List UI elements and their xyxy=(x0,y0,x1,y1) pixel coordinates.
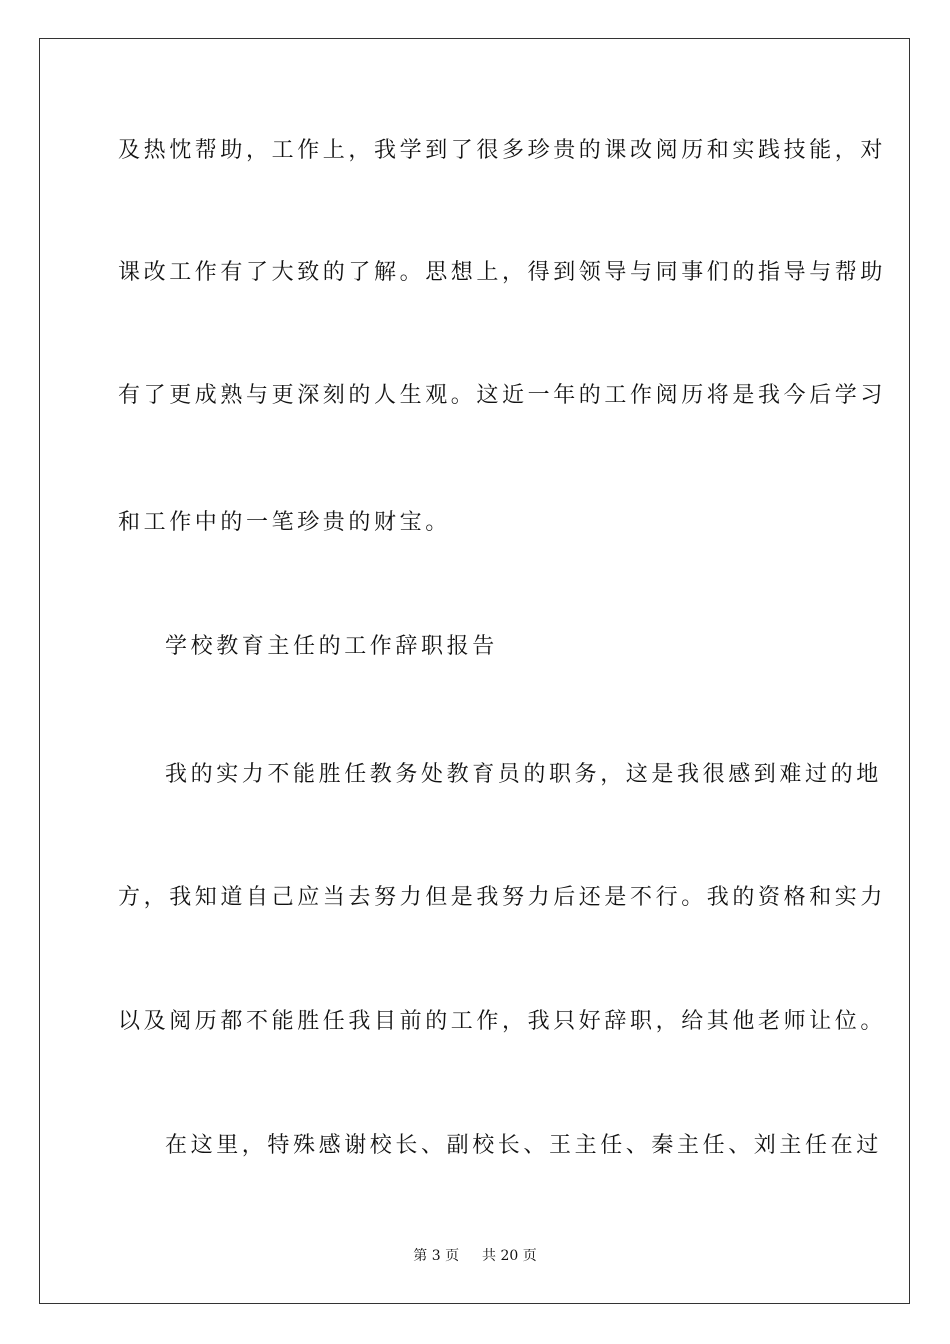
page-number: 第 3 页 xyxy=(413,1248,460,1264)
body-text-line: 和工作中的一笔珍贵的财宝。 xyxy=(118,510,451,535)
body-text-line: 以及阅历都不能胜任我目前的工作，我只好辞职，给其他老师让位。 xyxy=(118,1009,887,1034)
body-text-line: 在这里，特殊感谢校长、副校长、王主任、秦主任、刘主任在过 xyxy=(165,1133,882,1158)
section-heading: 学校教育主任的工作辞职报告 xyxy=(165,634,498,659)
body-text-line: 方，我知道自己应当去努力但是我努力后还是不行。我的资格和实力 xyxy=(118,885,887,910)
page-footer xyxy=(0,1247,950,1265)
body-text-line: 及热忱帮助，工作上，我学到了很多珍贵的课改阅历和实践技能，对 xyxy=(118,138,887,163)
page-total: 共 20 页 xyxy=(482,1248,537,1264)
page-frame xyxy=(39,38,910,1304)
body-text-line: 有了更成熟与更深刻的人生观。这近一年的工作阅历将是我今后学习 xyxy=(118,383,887,408)
body-text-line: 我的实力不能胜任教务处教育员的职务，这是我很感到难过的地 xyxy=(165,762,882,787)
body-text-line: 课改工作有了大致的了解。思想上，得到领导与同事们的指导与帮助 xyxy=(118,260,887,285)
